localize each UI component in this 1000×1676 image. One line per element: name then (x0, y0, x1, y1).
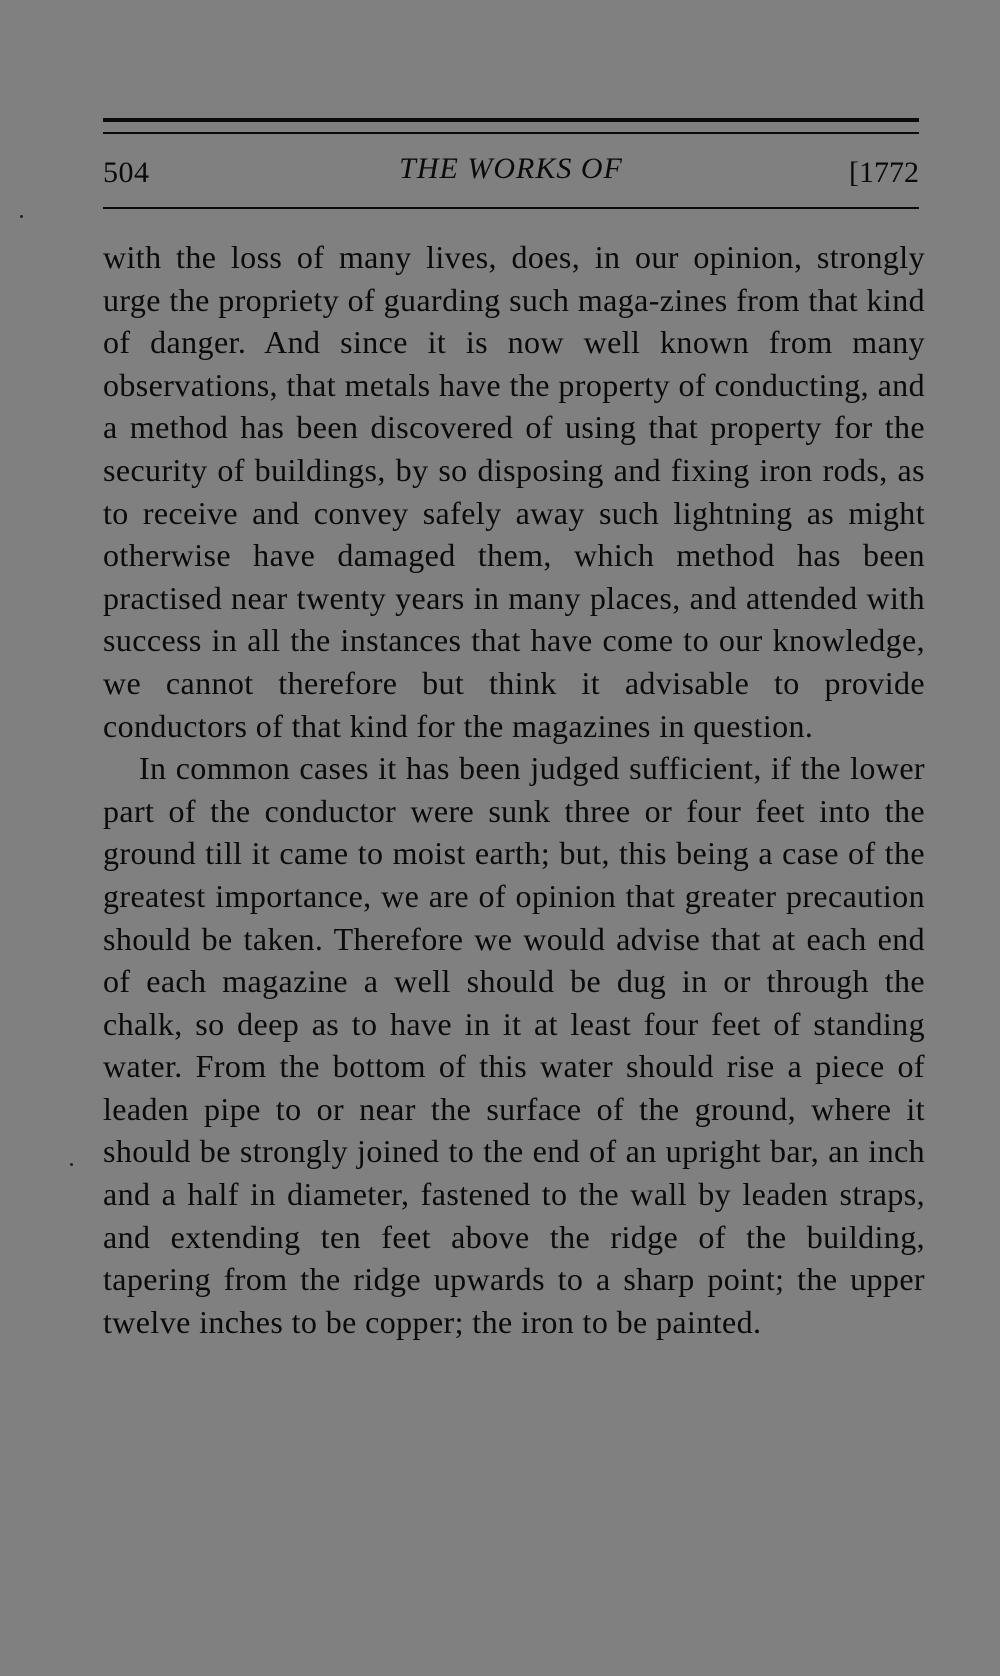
scan-speck (70, 1163, 73, 1166)
paragraph: with the loss of many lives, does, in our opinion, strongly urge the propriety of guarding such maga-zines from that kind of danger. And since it is now well known from many observations, that metals have the property of conducting, and a method has been discovered of using that property for the security of buildings, by so disposing and fixing iron rods, as to receive and convey safely away such lightning as might otherwise have damaged them, which method has been practised near twenty years in many places, and attended with success in all the instances that have come to our knowledge, we cannot therefore but think it advisable to provide conductors of that kind for the magazines in question. (103, 239, 925, 744)
top-rule-thin (103, 132, 919, 134)
header-rule (103, 207, 919, 209)
running-head (103, 152, 919, 196)
scan-speck (20, 215, 23, 218)
running-head-year: [1772 (849, 156, 919, 189)
top-rule-thick (103, 118, 919, 122)
running-head-title: THE WORKS OF (399, 152, 623, 185)
body-text (103, 236, 925, 1343)
page-number: 504 (103, 156, 150, 189)
paragraph: In common cases it has been judged sufficient, if the lower part of the conductor were sunk three or four feet into the ground till it came to moist earth; but, this being a case of the greatest importance, we are of opinion that greater precaution should be taken. Therefore we would advise that at each end of each magazine a well should be dug in or through the chalk, so deep as to have in it at least four feet of standing water. From the bottom of this water should rise a piece of leaden pipe to or near the surface of the ground, where it should be strongly joined to the end of an upright bar, an inch and a half in diameter, fastened to the wall by leaden straps, and extending ten feet above the ridge of the building, tapering from the ridge upwards to a sharp point; the upper twelve inches to be copper; the iron to be painted. (103, 750, 925, 1340)
